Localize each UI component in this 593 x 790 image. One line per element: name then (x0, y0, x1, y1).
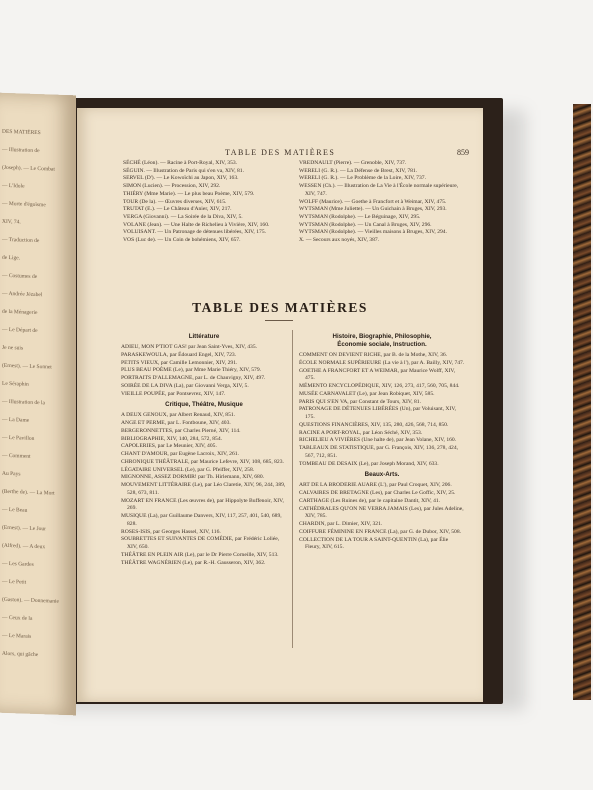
index-entry: WERELI (G. R.). — Le Problème de la Loire, XIV, 737. (299, 175, 426, 182)
column-divider (292, 330, 293, 648)
index-entry: TOUR (De la). — Œuvres diverses, XIV, 615. (123, 198, 227, 205)
subject-entry: THÉÂTRE WAGNÉRIEN (Le), par R.-H. Gausseron, XIV, 362. (121, 559, 266, 566)
index-entry: VOLANE (Jean). — Une Halte de Richelieu à Vivière, XIV, 160. (123, 221, 270, 228)
subject-entry: PORTRAITS D'ALLEMAGNE, par L. de Chauvigny, XIV, 497. (121, 375, 266, 381)
subject-entry: CHANT D'AMOUR, par Eugène Lacroix, XIV, 261. (121, 451, 239, 457)
subject-entry: MUSIQUE (La), par Guillaume Danvers, XIV, 117, 257, 401, 540, 689, 828. (121, 513, 282, 527)
index-entry: WYTSMAN (Rodolphe). — Le Béguinage, XIV, 295. (299, 213, 421, 220)
subject-entry: CATHÉDRALES QU'ON NE VERRA JAMAIS (Les), par Jules Adeline, XIV, 785. (299, 505, 464, 520)
left-page-line: (Ernest). — Le Sonnet (2, 362, 52, 371)
subject-entry: PARIS QUI S'EN VA, par Constant de Tours, XIV, 81. (299, 398, 421, 405)
left-page-line: (Ernest). — Le Jour (2, 524, 46, 533)
index-entry: VERGA (Giovanni). — La Soirée de la Diva, XIV, 5. (123, 213, 243, 220)
subject-entry: ÉCOLE NORMALE SUPÉRIEURE (La vie à l'), par A. Bailly, XIV, 747. (299, 359, 465, 366)
subject-entry: BERGERONNETTES, par Charles Pierné, XIV, 114. (121, 427, 241, 434)
left-page-line: — Le Beau (2, 506, 28, 514)
subject-entry: A DEUX GENOUX, par Albert Renaud, XIV, 851. (121, 412, 236, 419)
left-page-line: Le Séraphin (2, 380, 29, 388)
left-page-line: (Joseph). — Le Combat (2, 164, 55, 173)
subject-entry: MIGNONNE, ASSEZ DORMIR! par Th. Hirlemann, XIV, 680. (121, 474, 265, 481)
left-page-line: — Le Départ de (2, 326, 38, 335)
left-page-line: de la Ménagerie (2, 308, 38, 317)
subject-entry: TOMBEAU DE DESAIX (Le), par Joseph Morand, XIV, 633. (299, 460, 439, 467)
left-page (0, 93, 76, 716)
subject-entry: COLLECTION DE LA TOUR A SAINT-QUENTIN (La), par Élie Fleury, XIV, 615. (299, 536, 449, 551)
index-entry: WESSEN (Ch.). — Illustration de La Vie à l'École normale supérieure, XIV, 747. (299, 183, 459, 197)
author-index-right-column (299, 160, 467, 245)
main-title: TABLE DES MATIÈRES (192, 300, 368, 315)
subject-entry: SOUBRETTES ET SUIVANTES DE COMÉDIE, par Frédéric Loliée, XIV, 650. (121, 536, 280, 550)
section-heading: Beaux-Arts. (364, 471, 400, 479)
subject-entry: ANGE ET PERME, par L. Fontboune, XIV, 403. (121, 420, 231, 426)
subject-entry: CAPOLERIES, par Le Meunier, XIV, 405. (121, 443, 217, 450)
index-entry: SÉGUIN. — Illustration de Paris qui s'en va, XIV, 81. (123, 167, 245, 174)
subject-entry: PATRONAGE DE DÉTENUES LIBÉRÉES (Un), par Voluisant, XIV, 175. (299, 406, 457, 420)
subject-entry: CHRONIQUE THÉÂTRALE, par Maurice Lefevre, XIV, 108, 685, 823. (121, 458, 284, 465)
subject-entry: LÉGATAIRE UNIVERSEL (Le), par G. Pfeiffer, XIV, 258. (121, 466, 255, 473)
subject-entry: PARASKEWOULA, par Édouard Engel, XIV, 723. (121, 351, 237, 358)
section-heading: Économie sociale, Instruction. (337, 341, 427, 348)
left-page-line: — La Dame (2, 416, 30, 424)
left-page-line: — Le Petit (2, 578, 27, 586)
marbled-edge (573, 104, 591, 700)
subject-entry: CHARDIN, par L. Dimier, XIV, 321. (299, 521, 383, 527)
subject-entry: COIFFURE FÉMININE EN FRANCE (La), par G. de Dubor, XIV, 508. (299, 528, 462, 535)
left-page-line: — Illustration de (2, 146, 40, 155)
index-entry: VOLUISANT. — Un Patronage de détenues libérées, XIV, 175. (123, 229, 267, 236)
subject-entry: TABLEAUX DE STATISTIQUE, par G. François, XIV, 136, 278, 424, 567, 712, 851. (299, 445, 459, 459)
left-page-line: XIV, 74. (2, 218, 21, 226)
subject-entry: ADIEU, MON P'TIOT GAS! par Jean Saint-Yves, XIV, 435. (121, 344, 258, 350)
index-entry: SÉCHÉ (Léon). — Racine à Port-Royal, XIV, 353. (123, 160, 238, 166)
left-page-line: — Comment (2, 452, 31, 460)
left-page-line: Je ne suis (2, 344, 24, 352)
subject-entry: ART DE LA BRODERIE AUARE (L'), par Paul Croquet, XIV, 206. (299, 482, 452, 489)
left-page-line: — Costumes de (2, 272, 38, 281)
subject-entry: ROSES-ISIS, par Georges Hassel, XIV, 116. (121, 528, 221, 535)
index-entry: X. — Secours aux noyés, XIV, 387. (299, 237, 380, 244)
subject-entry: PETITS VIEUX, par Camille Lemonnier, XIV, 291. (121, 359, 238, 366)
subject-entry: GOETHE A FRANCFORT ET A WEIMAR, par Maurice Wolff, XIV, 475. (299, 367, 456, 382)
subject-entry: CALVAIRES DE BRETAGNE (Les), par Charles Le Goffic, XIV, 25. (299, 490, 456, 496)
index-entry: SIMON (Lucien). — Procession, XIV, 292. (123, 183, 221, 190)
left-page-line: de Lige. (2, 254, 21, 262)
subject-entry: RICHELIEU A VIVIÈRES (Une halte de), par Jean Volane, XIV, 160. (299, 437, 457, 444)
left-page-line: — Le Pavillon (2, 434, 35, 442)
subject-entry: RACINE A PORT-ROYAL, par Léon Séché, XIV, 353. (299, 429, 423, 436)
left-page-line: Au Pays (2, 470, 21, 478)
right-page (77, 108, 483, 702)
left-page-line: DES MATIÈRES (2, 128, 41, 137)
running-header (77, 148, 483, 160)
index-entry: WYTSMAN (Rodolphe). — Vieilles maisons à Bruges, XIV, 294. (299, 229, 447, 236)
left-page-line: — Ceux de la (2, 614, 33, 622)
left-page-line: — Le Marais (2, 632, 32, 640)
subject-entry: MÉMENTO ENCYCLOPÉDIQUE, XIV, 126, 273, 417, 560, 705, 844. (299, 383, 460, 389)
left-page-line: — Morte d'égoïsme (2, 200, 46, 209)
left-page-line: (Alfred). — A deux (2, 542, 46, 551)
left-page-line: Alors, qui gâche (2, 650, 39, 659)
subject-index-right-column (299, 330, 465, 552)
left-page-line: — Andrée Jézabel (2, 290, 43, 299)
left-page-line: — Illustration de la (2, 398, 45, 407)
subject-entry: MOZART EN FRANCE (Les œuvres de), par Hippolyte Buffenoir, XIV, 269. (121, 497, 284, 512)
running-header-title: TABLE DES MATIÈRES (225, 148, 336, 157)
title-rule (265, 320, 293, 321)
subject-entry: MOUVEMENT LITTÉRAIRE (Le), par Léo Claretie, XIV, 96, 244, 389, 528, 673, 811. (121, 482, 286, 496)
left-page-line: — L'Idole (2, 182, 25, 190)
subject-entry: SOIRÉE DE LA DIVA (La), par Giovanni Verga, XIV, 5. (121, 382, 249, 389)
subject-entry: PLUS BEAU POÈME (Le), par Mme Marie Thiéry, XIV, 579. (121, 367, 262, 374)
index-entry: THIÉRY (Mme Marie). — Le plus beau Poème, XIV, 579. (123, 190, 255, 197)
index-entry: WYTSMAN (Rodolphe). — Un Canal à Bruges, XIV, 296. (299, 221, 432, 228)
index-entry: WOLFF (Maurice). — Goethe à Francfort et à Weimar, XIV, 475. (299, 198, 447, 205)
left-page-line: — Les Gardes (2, 560, 34, 568)
subject-index-left-column (121, 330, 287, 567)
subject-entry: CARTHAGE (Les Ruines de), par le capitaine Dantit, XIV, 41. (299, 497, 441, 504)
index-entry: TRUTAT (E.). — Le Château d'Anier, XIV, 217. (123, 206, 232, 213)
left-page-line: (Gaston). — Donnemanie (2, 596, 59, 605)
author-index-left-column (123, 160, 291, 245)
index-entry: WYTSMAN (Mme Juliette). — Un Guichain à Bruges, XIV, 293. (299, 206, 447, 213)
left-page-line: — Traduction de (2, 236, 40, 245)
section-heading: Critique, Théâtre, Musique (165, 401, 243, 409)
section-heading: Littérature (188, 333, 220, 340)
section-heading: Histoire, Biographie, Philosophie, (332, 333, 432, 340)
page-number: 859 (457, 148, 469, 157)
index-entry: SERVEL (D'). — Le Kowoïchi au Japon, XIV, 163. (123, 175, 239, 182)
index-entry: WERELI (G. R.). — La Défense de Brest, XIV, 781. (299, 167, 418, 174)
index-entry: VREDNAULT (Pierre). — Grenoble, XIV, 737. (299, 160, 407, 166)
subject-entry: COMMENT ON DEVIENT RICHE, par B. de la Mothe, XIV, 36. (299, 352, 448, 358)
left-page-line: (Berthe de). — La Mort (2, 488, 55, 497)
subject-entry: VIEILLE POUPÉE, par Pontsevrez, XIV, 147. (121, 390, 226, 397)
subject-entry: BIBLIOGRAPHIE, XIV, 140, 284, 572, 854. (121, 435, 223, 442)
subject-entry: MUSÉE CARNAVALET (Le), par Jean Robiquet, XIV, 585. (299, 390, 435, 397)
subject-entry: THÉÂTRE EN PLEIN AIR (Le), par le Dr Pierre Corneille, XIV, 513. (121, 551, 279, 558)
subject-entry: QUESTIONS FINANCIÈRES, XIV, 135, 280, 426, 568, 714, 850. (299, 421, 449, 428)
index-entry: VOS (Luc de). — Un Coin de bohémiens, XIV, 657. (123, 237, 241, 244)
